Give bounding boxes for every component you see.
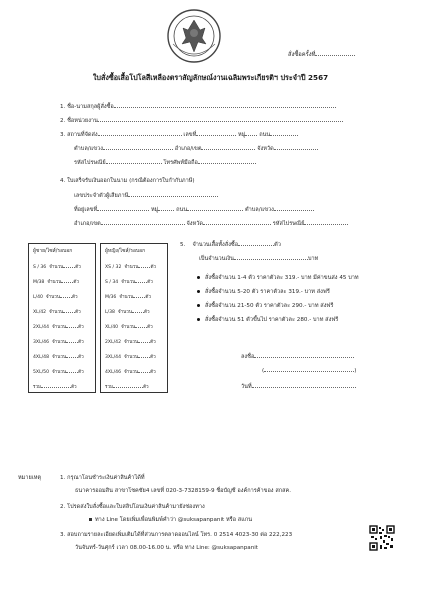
women-size-row[interactable]: XL/40 จำนวน ตัว: [105, 325, 153, 330]
receipt-district-label: อำเภอ/เขต: [74, 221, 101, 227]
women-size-row[interactable]: 3XL/44 จำนวน ตัว: [105, 355, 156, 360]
note-2b: ทาง Line โดยเพิ่มเพื่อนพิมพ์คำว่า @suksapanpanit หรือ สแกน: [89, 517, 252, 524]
tax-id-label: เลขประจำตัวผู้เสียภาษี: [74, 193, 129, 199]
receipt-address-line-2[interactable]: [74, 220, 348, 228]
men-size-row[interactable]: 4XL/48 จำนวน ตัว: [33, 355, 84, 360]
district-label: อำเภอ/เขต: [174, 146, 202, 152]
men-size-box: [28, 243, 96, 393]
men-size-row[interactable]: L/40 จำนวน ตัว: [33, 295, 78, 300]
receipt-address-line-1[interactable]: [74, 206, 314, 214]
order-number-field[interactable]: [288, 49, 355, 59]
men-size-row[interactable]: 3XL/46 จำนวน ตัว: [33, 340, 84, 345]
women-size-row[interactable]: 2XL/42 จำนวน ตัว: [105, 340, 156, 345]
shipping-address-label: 3. สถานที่จัดส่ง: [60, 132, 98, 138]
receipt-house-label: ที่อยู่เลขที่: [74, 207, 98, 213]
men-size-row[interactable]: 2XL/44 จำนวน ตัว: [33, 325, 84, 330]
women-size-header: ผู้หญิง/ไซส์/รอบอก: [105, 248, 146, 254]
name-label: 1. ชื่อ-นามสกุลผู้สั่งซื้อ: [60, 104, 114, 110]
pricing-item: สั่งซื้อจำนวน 21-50 ตัว ราคาตัวละ 290.- บาท ส่งฟรี: [197, 303, 333, 310]
garuda-seal-icon: [166, 8, 222, 64]
women-size-row[interactable]: 4XL/46 จำนวน ตัว: [105, 370, 156, 375]
women-size-box: [100, 243, 168, 393]
women-size-row[interactable]: S / 34 จำนวน ตัว: [105, 280, 153, 285]
signature-name-field[interactable]: ( ): [262, 368, 357, 374]
receipt-road-label: ถนน: [176, 207, 188, 213]
men-size-row[interactable]: S / 36 จำนวน ตัว: [33, 265, 81, 270]
agency-label: 2. ชื่อหน่วยงาน: [60, 118, 98, 124]
qr-code-icon[interactable]: [369, 525, 395, 551]
agency-field[interactable]: [60, 117, 343, 125]
province-label: จังหวัด: [257, 146, 274, 152]
total-quantity-field[interactable]: [180, 241, 281, 249]
total-amount-unit: บาท: [307, 256, 319, 262]
total-qty-label: จำนวนเสื้อทั้งสั่งซื้อ: [192, 242, 239, 248]
tax-id-field[interactable]: [74, 192, 218, 200]
receipt-province-label: จังหวัด: [186, 221, 203, 227]
pricing-item: สั่งซื้อจำนวน 51 ตัวขึ้นไป ราคาตัวละ 280.- บาท ส่งฟรี: [197, 317, 338, 324]
date-label: วันที่: [241, 384, 252, 390]
men-size-row[interactable]: 5XL/50 จำนวน ตัว: [33, 370, 84, 375]
signature-label: ลงชื่อ: [241, 354, 255, 360]
moo-label: หมู่: [238, 132, 246, 138]
house-number-label: เลขที่: [183, 132, 197, 138]
name-field[interactable]: [60, 103, 336, 111]
line-app-icon: [89, 518, 92, 521]
men-size-header: ผู้ชาย/ไซส์/รอบอก: [33, 248, 73, 254]
address-line-3[interactable]: [74, 159, 256, 167]
receipt-moo-label: หมู่: [150, 207, 159, 213]
pricing-item: สั่งซื้อจำนวน 5-20 ตัว ราคาตัวละ 319.- บาท ส่งฟรี: [197, 289, 330, 296]
total-amount-label: เป็นจำนวนเงิน: [199, 256, 234, 262]
signature-field[interactable]: [241, 353, 354, 361]
item-5-number: 5.: [180, 242, 186, 248]
total-amount-field[interactable]: [199, 255, 318, 263]
page-title: ใบสั่งซื้อเสื้อโปโลสีเหลืองตราสัญลักษณ์งานเฉลิมพระเกียรติฯ ประจำปี 2567: [92, 73, 329, 82]
zipcode-label: รหัสไปรษณีย์: [74, 160, 106, 166]
total-qty-unit: ตัว: [274, 242, 281, 248]
note-2a: 2. โปรดส่งใบสั่งซื้อและใบสลิปโอนเงินค่าสินค้ามายังช่องทาง: [60, 504, 205, 510]
note-3b: วันจันทร์-วันศุกร์ เวลา 08.00-16.00 น. หรือ ทาง Line: @suksapanpanit: [75, 545, 258, 551]
men-size-row[interactable]: XL/42 จำนวน ตัว: [33, 310, 81, 315]
receipt-zip-label: รหัสไปรษณีย์: [272, 221, 305, 227]
receipt-heading: 4. ใบเสร็จรับเงินออกในนาม (กรณีต้องการใบกำกับภาษี): [60, 178, 195, 184]
road-label: ถนน: [259, 132, 271, 138]
men-total-row[interactable]: รวม ตัว: [33, 385, 77, 390]
signature-date-field[interactable]: [241, 383, 356, 391]
receipt-subdistrict-label: ตำบล/แขวง: [244, 207, 274, 213]
order-number-label: สั่งซื้อครั้งที่: [288, 52, 316, 58]
pricing-item: สั่งซื้อจำนวน 1-4 ตัว ราคาตัวละ 319.- บาท มีค่าขนส่ง 45 บาท: [197, 275, 359, 282]
address-line-2[interactable]: [74, 145, 318, 153]
women-total-row[interactable]: รวม ตัว: [105, 385, 149, 390]
women-size-row[interactable]: XS / 32 จำนวน ตัว: [105, 265, 157, 270]
note-1a: 1. กรุณาโอนชำระเงินค่าสินค้าได้ที่: [60, 475, 145, 481]
subdistrict-label: ตำบล/แขวง: [74, 146, 103, 152]
mobile-label: โทรศัพท์มือถือ: [163, 160, 198, 166]
address-line-1[interactable]: [60, 131, 298, 139]
note-1b: ธนาคารออมสิน สาขาโชคชัย4 เลขที่ 020-3-7328159-9 ชื่อบัญชี องค์การค้าของ สกสค.: [75, 488, 292, 494]
women-size-row[interactable]: L/38 จำนวน ตัว: [105, 310, 150, 315]
men-size-row[interactable]: M/38 จำนวน ตัว: [33, 280, 79, 285]
note-3a: 3. สอบถามรายละเอียดเพิ่มเติมได้ที่ส่วนการตลาดออนไลน์ โทร. 0 2514 4023-30 ต่อ 222,223: [60, 532, 293, 538]
notes-label: หมายเหตุ: [18, 475, 42, 481]
women-size-row[interactable]: M/36 จำนวน ตัว: [105, 295, 151, 300]
